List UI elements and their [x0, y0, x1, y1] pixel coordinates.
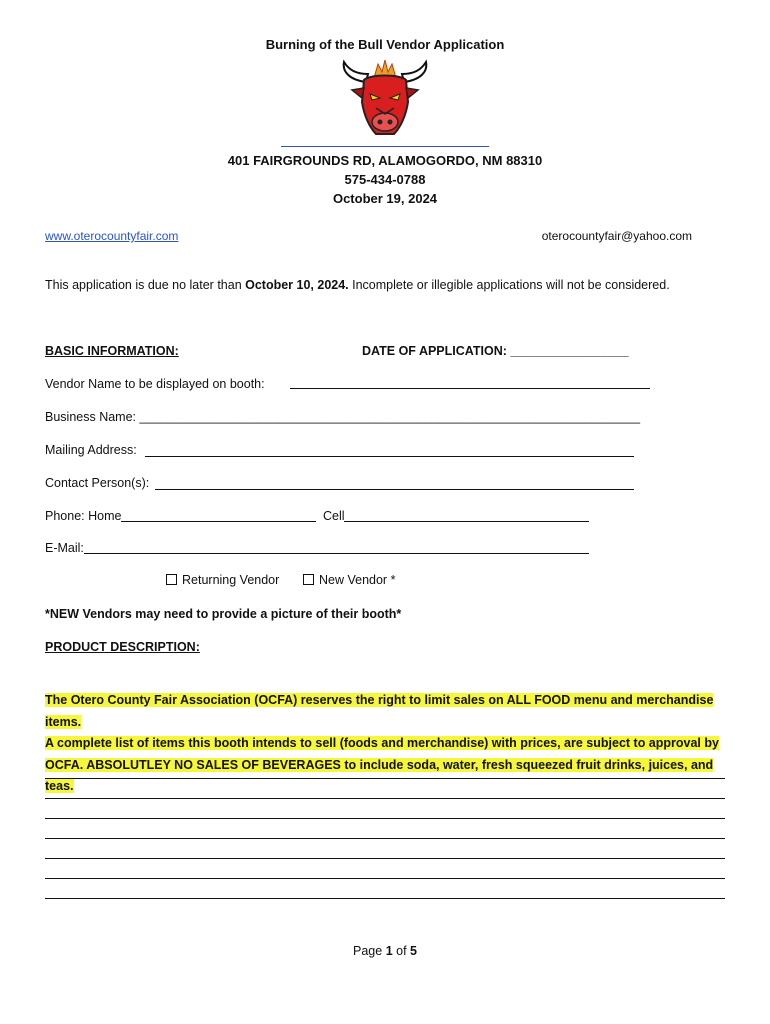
mailing-address-label: Mailing Address: [45, 443, 137, 457]
email-field[interactable] [84, 553, 589, 554]
page-of: of [392, 944, 411, 958]
product-line[interactable] [45, 898, 725, 899]
page-number [0, 944, 770, 958]
product-line[interactable] [45, 838, 725, 839]
new-vendor-note: *NEW Vendors may need to provide a picture of their booth* [45, 607, 402, 621]
email-address: oterocountyfair@yahoo.com [541, 229, 692, 243]
product-line[interactable] [45, 858, 725, 859]
page-current: 1 [385, 944, 393, 958]
mailing-address-field[interactable] [145, 456, 634, 457]
product-line[interactable] [45, 778, 725, 779]
returning-vendor-option[interactable] [166, 573, 279, 587]
website-link[interactable]: www.oterocountyfair.com [45, 229, 179, 243]
vendor-name-field[interactable] [290, 388, 650, 389]
phone-home-label: Phone: Home [45, 509, 122, 523]
cell-field[interactable] [344, 521, 589, 522]
contact-person-label: Contact Person(s): [45, 476, 150, 490]
basic-info-heading: BASIC INFORMATION: [45, 344, 179, 358]
bull-logo [336, 58, 434, 140]
product-line[interactable] [45, 818, 725, 819]
email-label: E-Mail: [45, 541, 84, 555]
due-notice [45, 278, 670, 292]
ocfa-notice [45, 690, 730, 798]
page-title: Burning of the Bull Vendor Application [265, 37, 505, 52]
product-line[interactable] [45, 878, 725, 879]
product-description-heading: PRODUCT DESCRIPTION: [45, 640, 200, 654]
cell-label: Cell [323, 509, 345, 523]
date-of-application[interactable]: DATE OF APPLICATION: _________________ [362, 344, 629, 358]
ocfa-notice-line-2: A complete list of items this booth intends to sell (foods and merchandise) with prices, are subject to approval by [45, 736, 719, 750]
product-line[interactable] [45, 798, 725, 799]
due-notice-prefix: This application is due no later than [45, 278, 246, 292]
vendor-name-label: Vendor Name to be displayed on booth: [45, 377, 265, 391]
new-vendor-option[interactable] [303, 573, 395, 587]
phone-home-field[interactable] [121, 521, 316, 522]
business-name-field[interactable]: Business Name: ________________________________________________________________________ [45, 410, 641, 424]
bull-head-icon [336, 58, 434, 140]
address: 401 FAIRGROUNDS RD, ALAMOGORDO, NM 88310 [227, 153, 543, 168]
contact-person-field[interactable] [155, 489, 634, 490]
event-date: October 19, 2024 [332, 191, 438, 206]
page-total: 5 [410, 944, 417, 958]
checkbox-icon[interactable] [303, 574, 314, 585]
ocfa-notice-line-3: OCFA. ABSOLUTLEY NO SALES OF BEVERAGES to include soda, water, fresh squeezed fruit drinks, juices, and teas. [45, 757, 714, 793]
logo-underline [281, 146, 489, 147]
returning-vendor-label: Returning Vendor [182, 573, 280, 587]
phone-number: 575-434-0788 [344, 172, 426, 187]
ocfa-notice-line-1: The Otero County Fair Association (OCFA) reserves the right to limit sales on ALL FOOD menu and merchandise items. [45, 693, 714, 729]
due-notice-suffix: Incomplete or illegible applications will not be considered. [348, 278, 670, 292]
page-prefix: Page [353, 944, 386, 958]
new-vendor-label: New Vendor * [319, 573, 396, 587]
checkbox-icon[interactable] [166, 574, 177, 585]
due-date: October 10, 2024. [245, 278, 349, 292]
